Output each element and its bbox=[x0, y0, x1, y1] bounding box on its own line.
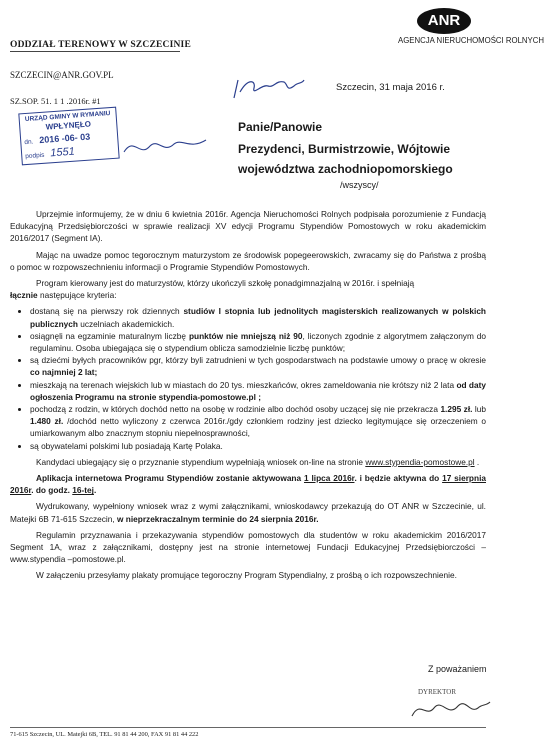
stamp-sign-value: 1551 bbox=[49, 145, 76, 160]
paragraph-6 bbox=[10, 500, 486, 524]
reference-number: SZ.SOP. 51. 1 1 .2016r. #1 bbox=[10, 96, 101, 106]
paragraph-3-cont bbox=[10, 289, 486, 301]
office-name: ODDZIAŁ TERENOWY W SZCZECINIE bbox=[10, 40, 191, 50]
p3-tail: następujące kryteria: bbox=[37, 290, 117, 301]
p5-e: . do godz. bbox=[31, 485, 73, 496]
criteria-item bbox=[30, 379, 486, 403]
stamp-office: URZĄD GMINY W RYMANIU bbox=[24, 110, 111, 124]
li6: są obywatelami polskimi lub posiadają Kartę Polaka. bbox=[30, 440, 223, 451]
signature-title: DYREKTOR bbox=[418, 688, 456, 696]
director-signature bbox=[408, 694, 492, 722]
criteria-item bbox=[30, 354, 486, 378]
addressee-line-2: Prezydenci, Burmistrzowie, Wójtowie bbox=[238, 142, 451, 156]
li5-d: 1.480 zł. bbox=[30, 416, 64, 427]
office-email: SZCZECIN@ANR.GOV.PL bbox=[10, 70, 114, 80]
handwritten-initials bbox=[228, 70, 308, 104]
p5-a: Aplikacja internetowa Programu Stypendiów zostanie aktywowana bbox=[36, 473, 304, 484]
p5-d: 17 sierpnia 2016r bbox=[10, 473, 486, 496]
paragraph-7: Regulamin przyznawania i przekazywania stypendiów pomostowych dla studentów w roku akademickim 2016/2017 Segment 1A, wraz z załącznikami, dostępny jest na stronie internetowej Fundacji Edukacyjnej Przedsiębiorczości – www.stypendia –pomostowe.pl. bbox=[10, 529, 486, 565]
addressee-sub: /wszyscy/ bbox=[340, 180, 379, 190]
letter-date: Szczecin, 31 maja 2016 r. bbox=[336, 82, 445, 93]
p5-f: 16-tej bbox=[72, 485, 94, 496]
paragraph-4 bbox=[10, 456, 486, 468]
p5-g: . bbox=[93, 485, 97, 496]
p4-a: Kandydaci ubiegający się o przyznanie stypendium wypełniają wniosek on-line na stronie bbox=[36, 456, 366, 467]
stamp-handwritten-signature bbox=[120, 132, 210, 162]
received-stamp bbox=[18, 107, 119, 166]
header-divider bbox=[10, 51, 180, 52]
stamp-sign-row bbox=[25, 143, 116, 161]
anr-logo bbox=[398, 8, 544, 45]
logo-agency-name: AGENCJA NIERUCHOMOŚCI ROLNYCH bbox=[398, 36, 544, 45]
criteria-item bbox=[30, 403, 486, 440]
stamp-sign-label: podpis bbox=[25, 151, 45, 161]
p6-b: w nieprzekraczalnym terminie do 24 sierpnia 2016r. bbox=[117, 513, 319, 524]
li4-a: mieszkają na terenach wiejskich lub w miastach do 20 tys. mieszkańców, okres zameldowania nie krótszy niż 2 lata bbox=[30, 379, 457, 390]
stamp-date-value: 2016 -06- 03 bbox=[38, 131, 91, 146]
li3-a: są dziećmi byłych pracowników pgr, którzy byli zatrudnieni w tych gospodarstwach na podstawie umowy o pracę w okresie bbox=[30, 355, 486, 366]
addressee-line-1: Panie/Panowie bbox=[238, 120, 323, 134]
criteria-item bbox=[30, 305, 486, 329]
li5-c: lub bbox=[472, 404, 487, 415]
footer-divider bbox=[10, 727, 486, 728]
li1-a: dostaną się na pierwszy rok dziennych bbox=[30, 306, 184, 317]
li1-b: studiów I stopnia lub jednolitych magisterskich realizowanych w polskich publicznych bbox=[30, 306, 486, 329]
stamp-received: WPŁYNĘŁO bbox=[45, 119, 92, 132]
stamp-date-label: dn. bbox=[24, 138, 34, 147]
p5-b: 1 lipca 2016r bbox=[303, 473, 355, 484]
li5-b: 1.295 zł. bbox=[440, 404, 473, 415]
paragraph-2: Mając na uwadze pomoc tegorocznym maturzystom ze środowisk popegeerowskich, zwracamy się do Państwa z prośbą o pomoc w rozpowszechnieniu informacji o Programie Stypendiów Pomostowych. bbox=[10, 249, 486, 272]
footer-address: 71-615 Szczecin, UL. Matejki 6B, TEL. 91 81 44 200, FAX 91 81 44 222 bbox=[10, 731, 199, 738]
paragraph-3 bbox=[10, 277, 486, 289]
li2-c: , liczonych zgodnie z algorytmem załączonym do regulaminu. Osoba ubiegająca się o stypendium oblicza samodzielnie liczbę punktów; bbox=[30, 330, 487, 354]
li4-b: od daty ogłoszenia Programu na stronie stypendia-pomostowe.pl ; bbox=[30, 379, 486, 402]
p3-bold: łącznie bbox=[10, 290, 38, 301]
criteria-item bbox=[30, 440, 486, 452]
p6-a: Wydrukowany, wypełniony wniosek wraz z wymi załącznikami, wnioskodawcy przekazują do OT ANR w Szczecinie, ul. Matejki 6B 71-615 Szczecin, bbox=[10, 501, 486, 524]
li3-b: co najmniej 2 lat; bbox=[30, 367, 98, 378]
paragraph-1: Uprzejmie informujemy, że w dniu 6 kwietnia 2016r. Agencja Nieruchomości Rolnych podpisała porozumienie z Fundacją Edukacyjną Przedsiębiorczości w sprawie realizacji XV edycji Programu Stypendiów Pomostowych w roku akademickim 2016/2017 (Segment IA). bbox=[10, 209, 486, 244]
logo-mark: ANR bbox=[417, 8, 471, 34]
li2-a: osiągnęli na egzaminie maturalnym liczbę bbox=[30, 330, 189, 341]
p3-text: Program kierowany jest do maturzystów, którzy ukończyli szkołę ponadgimnazjalną w 2016r. i spełniają bbox=[36, 278, 415, 289]
li5-a: pochodzą z rodzin, w których dochód netto na osobę w rodzinie albo dochód osoby uczącej się nie przekracza bbox=[30, 404, 441, 415]
criteria-list bbox=[10, 305, 486, 451]
criteria-item bbox=[30, 330, 486, 354]
stypendia-link[interactable]: www.stypendia-pomostowe.pl bbox=[365, 456, 475, 467]
paragraph-8: W załączeniu przesyłamy plakaty promujące tegoroczny Program Stypendialny, z prośbą o ich rozpowszechnienie. bbox=[36, 570, 457, 581]
li2-b: punktów nie mniejszą niż 90 bbox=[188, 330, 303, 341]
p4-c: . bbox=[474, 456, 480, 467]
paragraph-5 bbox=[10, 472, 486, 496]
letter-body bbox=[10, 208, 486, 586]
li1-c: uczelniach akademickich. bbox=[77, 318, 175, 329]
li5-e: /dochód netto wyliczony z czerwca 2016r./gdy członkiem rodziny jest dziecko legitymujące się orzeczeniem o umiarkowanym albo znacznym stopniu niepełnosprawności, bbox=[30, 416, 486, 439]
addressee-line-3: województwa zachodniopomorskiego bbox=[238, 162, 453, 176]
closing: Z poważaniem bbox=[428, 664, 487, 674]
p5-c: . i będzie aktywna do bbox=[354, 473, 443, 484]
